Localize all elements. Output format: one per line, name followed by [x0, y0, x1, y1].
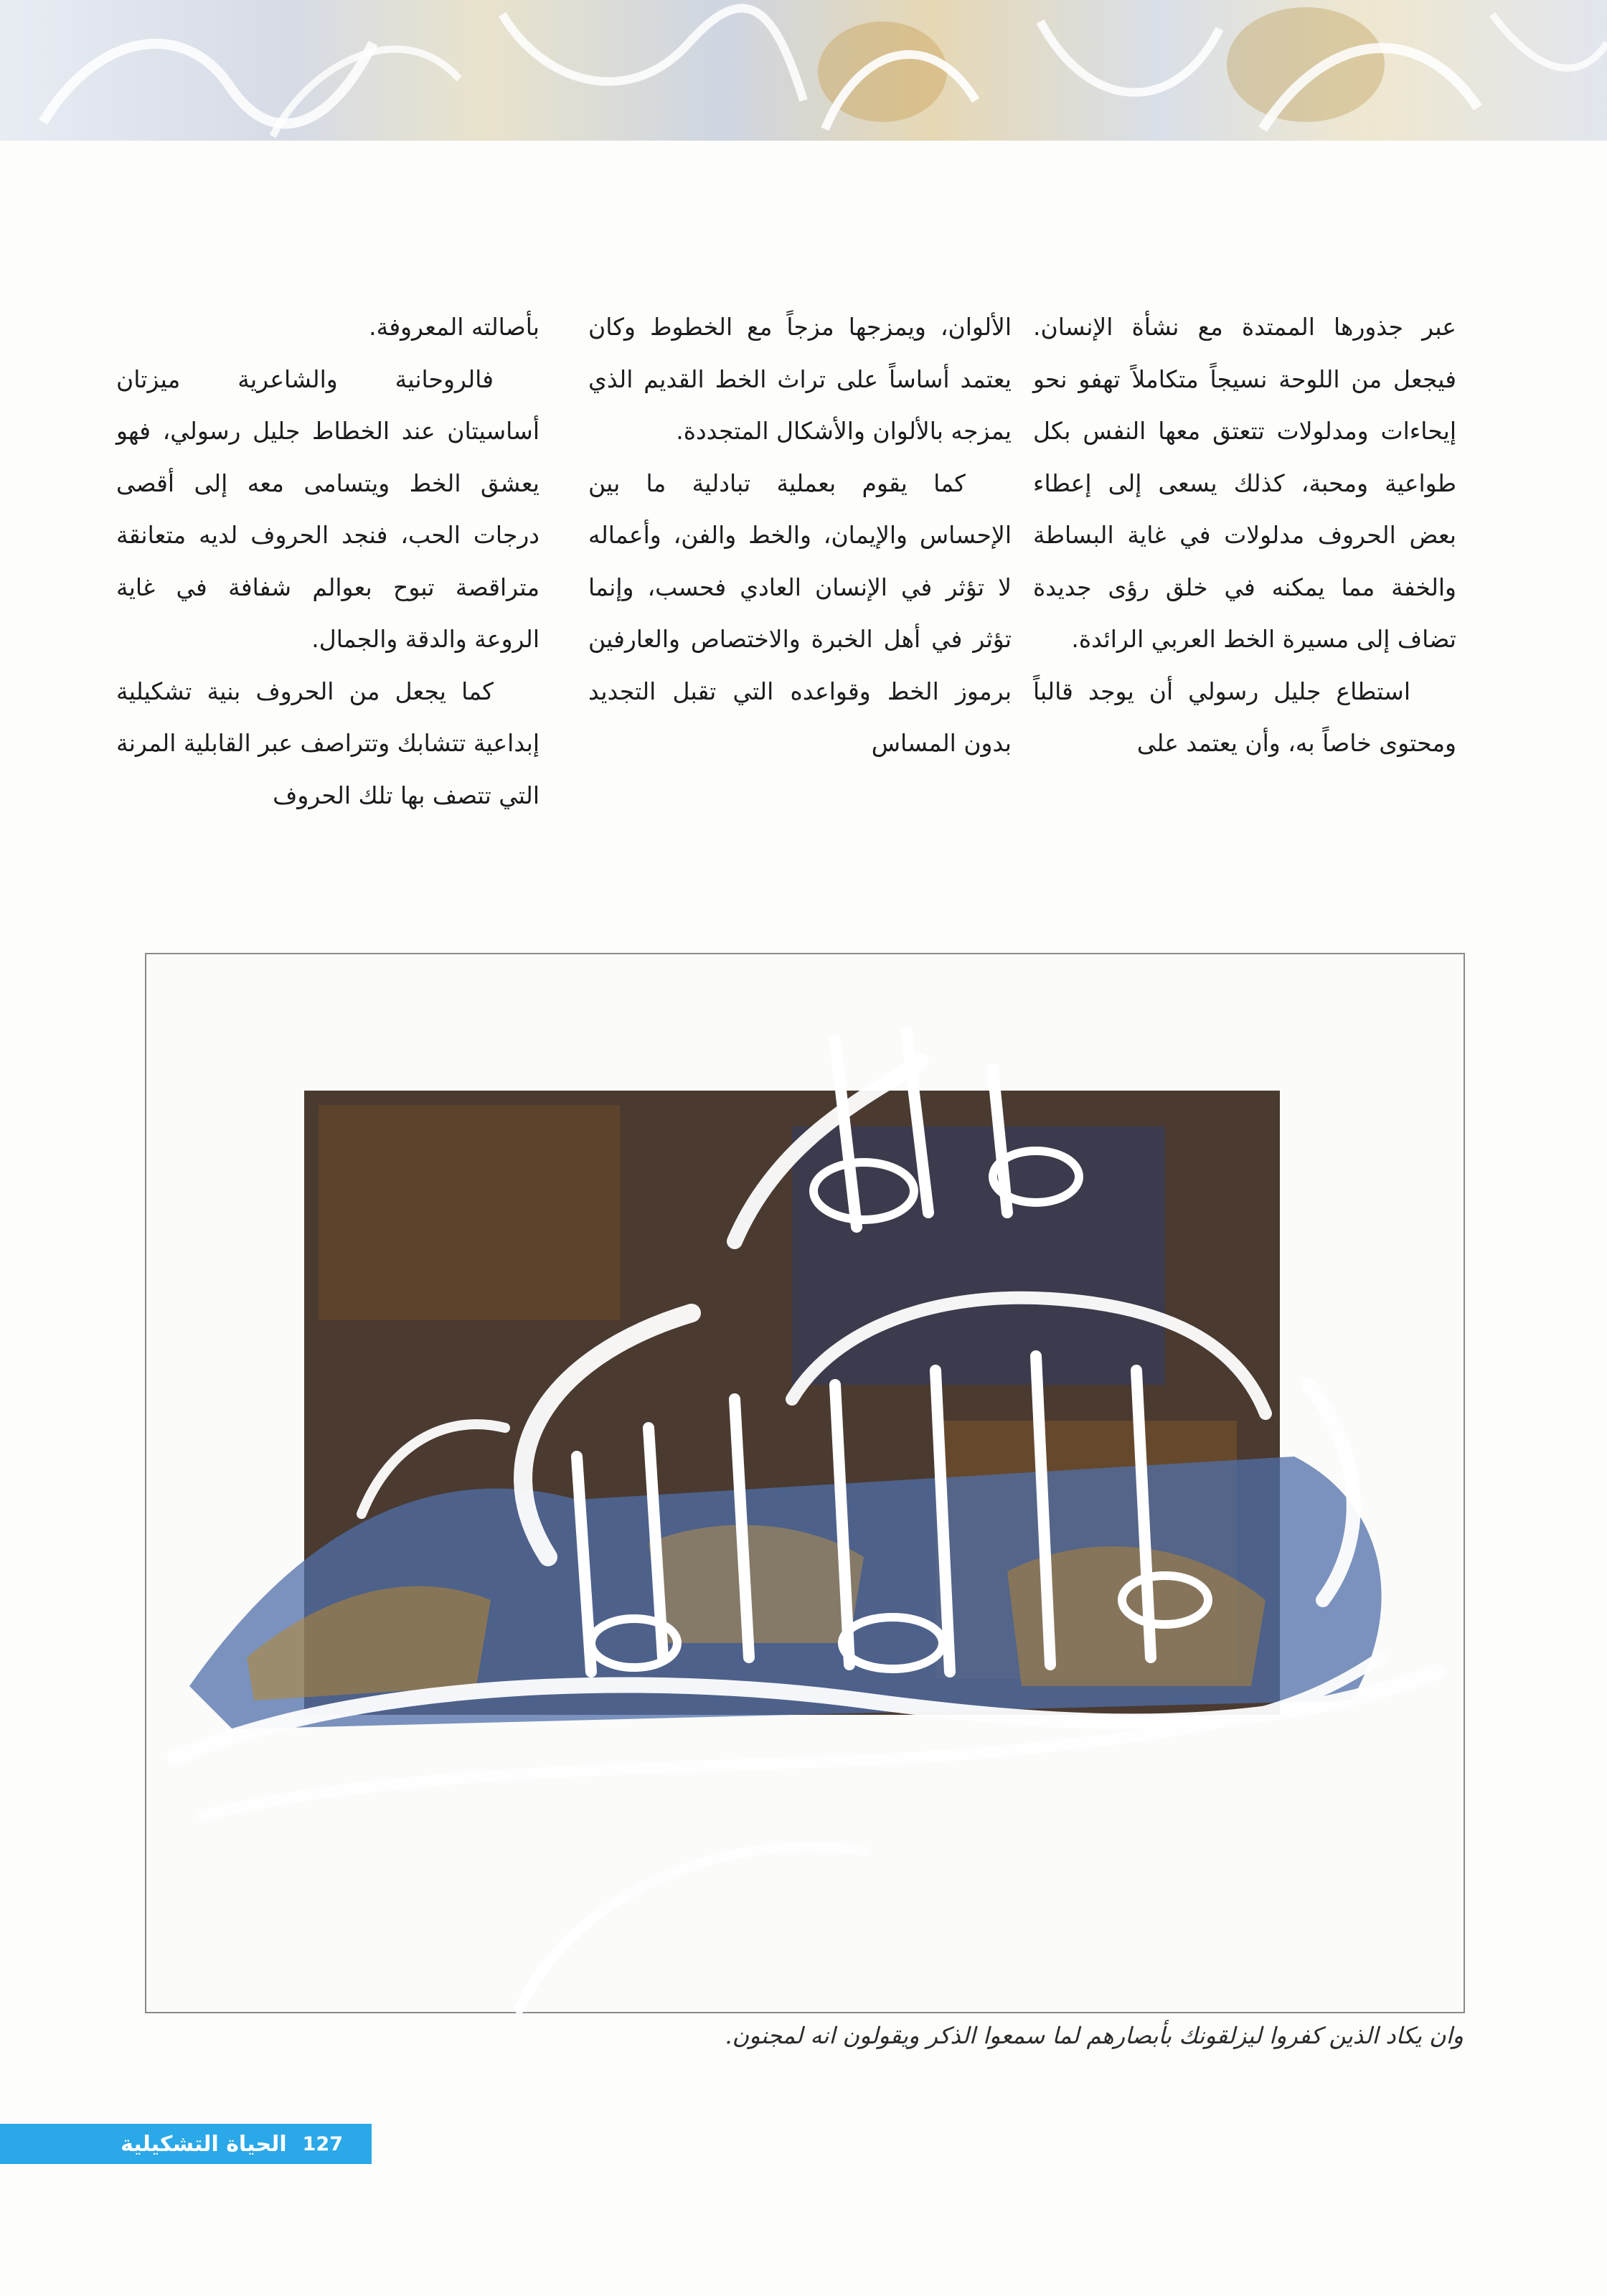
decorative-banner [0, 0, 1607, 141]
text-column-middle [588, 301, 1012, 770]
footer-bar [0, 2124, 372, 2164]
page-number: 127 [302, 2132, 343, 2155]
calligraphy-artwork [146, 954, 1466, 2015]
text-column-left [116, 301, 539, 822]
calligraphy-banner-art [0, 0, 1607, 141]
paragraph: كما يجعل من الحروف بنية تشكيلية إبداعية تتشابك وتتراصف عبر القابلية المرنة التي تتصف بها تلك الحروف [116, 677, 539, 809]
paragraph: كما يقوم بعملية تبادلية ما بين الإحساس والإيمان، والخط والفن، وأعماله لا تؤثر في الإنسان العادي فحسب، وإنما تؤثر في أهل الخبرة والاختصاص والعارفين برموز الخط وقواعده التي تقبل التجديد بدون المساس [588, 469, 1012, 757]
figure-caption: وان يكاد الذين كفروا ليزلقونك بأبصارهم لما سمعوا الذكر ويقولون انه لمجنون. [725, 2022, 1464, 2049]
paragraph: فالروحانية والشاعرية ميزتان أساسيتان عند الخطاط جليل رسولي، فهو يعشق الخط ويتسامى معه إلى أقصى درجات الحب، فنجد الحروف لديه متعانقة متراقصة تبوح بعوالم شفافة في غاية الروعة والدقة والجمال. [116, 364, 539, 653]
magazine-title: الحياة التشكيلية [121, 2131, 287, 2157]
paragraph: بأصالته المعروفة. [369, 313, 539, 341]
paragraph: استطاع جليل رسولي أن يوجد قالباً ومحتوى خاصاً به، وأن يعتمد على [1033, 677, 1456, 757]
calligraphy-figure [145, 953, 1465, 2013]
paragraph: الألوان، ويمزجها مزجاً مع الخطوط وكان يعتمد أساساً على تراث الخط القديم الذي يمزجه بالألوان والأشكال المتجددة. [588, 313, 1012, 445]
paragraph: عبر جذورها الممتدة مع نشأة الإنسان. فيجعل من اللوحة نسيجاً متكاملاً تهفو نحو إيحاءات ومدلولات تتعتق معها النفس بكل طواعية ومحبة، كذلك يسعى إلى إعطاء بعض الحروف مدلولات في غاية البساطة والخفة مما يمكنه في خلق رؤى جديدة تضاف إلى مسيرة الخط العربي الرائدة. [1033, 313, 1456, 653]
text-column-right [1033, 301, 1456, 770]
